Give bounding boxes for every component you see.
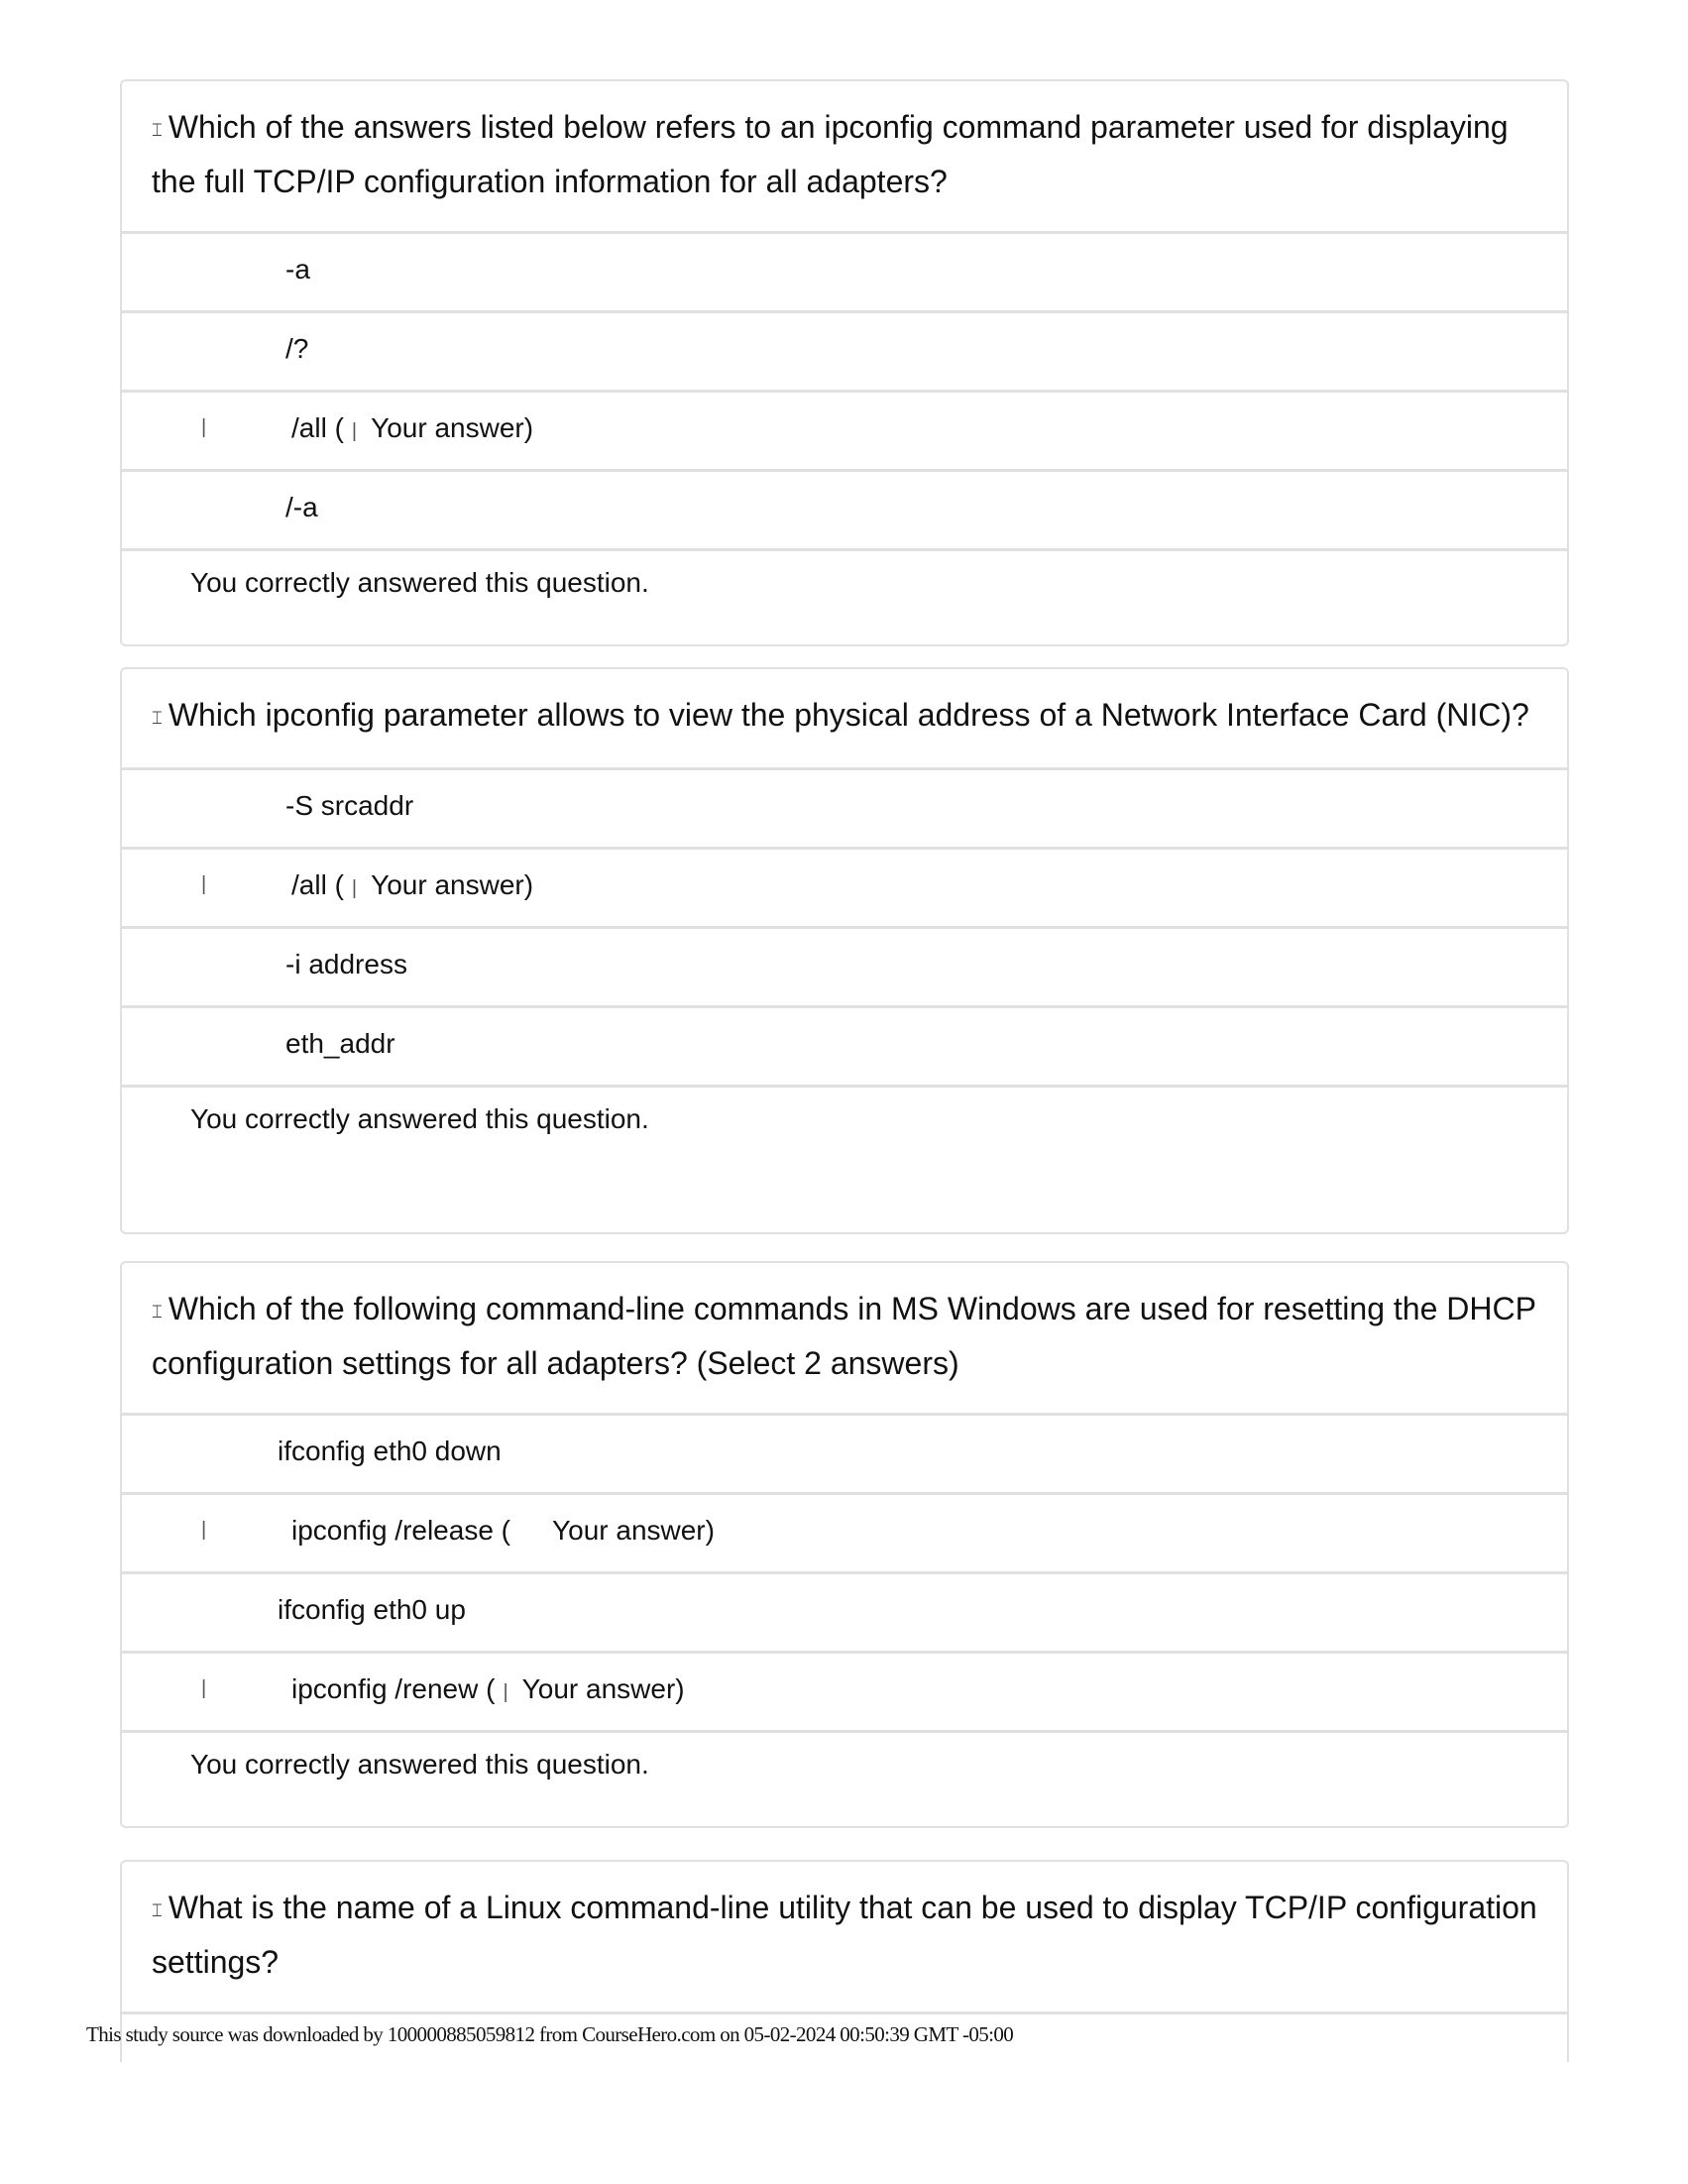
- question-header: [122, 1862, 1567, 2014]
- question-marker-icon: ⌶: [152, 119, 163, 140]
- question-card-3: [120, 1261, 1569, 1828]
- download-footer: This study source was downloaded by 100000885059812 from CourseHero.com on 05-02-2024 00:50:39 GMT -05:00: [86, 2022, 1014, 2046]
- question-text: Which of the following command-line commands in MS Windows are used for resetting the DHCP configuration settings for all adapters? (Select 2 answers): [152, 1291, 1536, 1381]
- option-label: -a: [285, 253, 310, 285]
- option-label: eth_addr: [285, 1027, 395, 1059]
- answer-option[interactable]: [122, 313, 1567, 393]
- answer-option-selected[interactable]: | ipconfig /release ( Your answer): [122, 1495, 1567, 1574]
- selected-marker-icon: |: [201, 1676, 207, 1699]
- question-header: [122, 81, 1567, 234]
- feedback: [122, 551, 1567, 646]
- option-label: ifconfig eth0 down: [278, 1435, 502, 1466]
- selected-marker-icon: |: [201, 872, 207, 895]
- answer-option[interactable]: [122, 929, 1567, 1008]
- option-label: ifconfig eth0 up: [278, 1593, 466, 1625]
- feedback-text: You correctly answered this question.: [190, 1102, 649, 1134]
- option-label: -i address: [285, 948, 407, 979]
- feedback-text: You correctly answered this question.: [190, 566, 649, 598]
- check-icon: |: [351, 876, 358, 899]
- your-answer-label: Your answer): [521, 1672, 685, 1704]
- answer-option-selected[interactable]: | /all ( | Your answer): [122, 850, 1567, 929]
- answer-option[interactable]: [122, 770, 1567, 850]
- option-label: ipconfig /renew: [291, 1672, 479, 1704]
- answer-option[interactable]: [122, 472, 1567, 551]
- feedback: [122, 1088, 1567, 1184]
- selected-marker-icon: |: [201, 1518, 207, 1541]
- question-marker-icon: ⌶: [152, 707, 163, 728]
- feedback: [122, 1733, 1567, 1828]
- question-text: Which of the answers listed below refers to an ipconfig command parameter used for displaying the full TCP/IP configuration information for all adapters?: [152, 109, 1509, 199]
- check-icon: |: [351, 419, 358, 442]
- feedback-text: You correctly answered this question.: [190, 1748, 649, 1780]
- question-card-1: [120, 79, 1569, 646]
- check-icon: |: [503, 1680, 508, 1703]
- selected-marker-icon: |: [201, 415, 207, 438]
- question-header: [122, 669, 1567, 770]
- option-label: /-a: [285, 491, 318, 522]
- answer-option[interactable]: [122, 1574, 1567, 1654]
- answer-option[interactable]: [122, 234, 1567, 313]
- question-text: What is the name of a Linux command-line utility that can be used to display TCP/IP configuration settings?: [152, 1890, 1537, 1980]
- option-label: /all: [291, 868, 327, 900]
- your-answer-label: Your answer): [371, 411, 534, 443]
- question-marker-icon: ⌶: [152, 1899, 163, 1920]
- answer-option[interactable]: [122, 1008, 1567, 1088]
- question-card-2: [120, 667, 1569, 1234]
- answer-option-selected[interactable]: | /all ( | Your answer): [122, 393, 1567, 472]
- question-text: Which ipconfig parameter allows to view the physical address of a Network Interface Card (NIC)?: [168, 697, 1529, 733]
- option-label: /all: [291, 411, 327, 443]
- option-label: /?: [285, 332, 309, 364]
- question-marker-icon: ⌶: [152, 1301, 163, 1322]
- option-label: -S srcaddr: [285, 789, 414, 821]
- answer-option[interactable]: [122, 1416, 1567, 1495]
- option-label: ipconfig /release: [291, 1514, 494, 1546]
- question-header: [122, 1263, 1567, 1416]
- answer-option-selected[interactable]: | ipconfig /renew ( | Your answer): [122, 1654, 1567, 1733]
- your-answer-label: Your answer): [371, 868, 534, 900]
- your-answer-label: Your answer): [552, 1514, 715, 1546]
